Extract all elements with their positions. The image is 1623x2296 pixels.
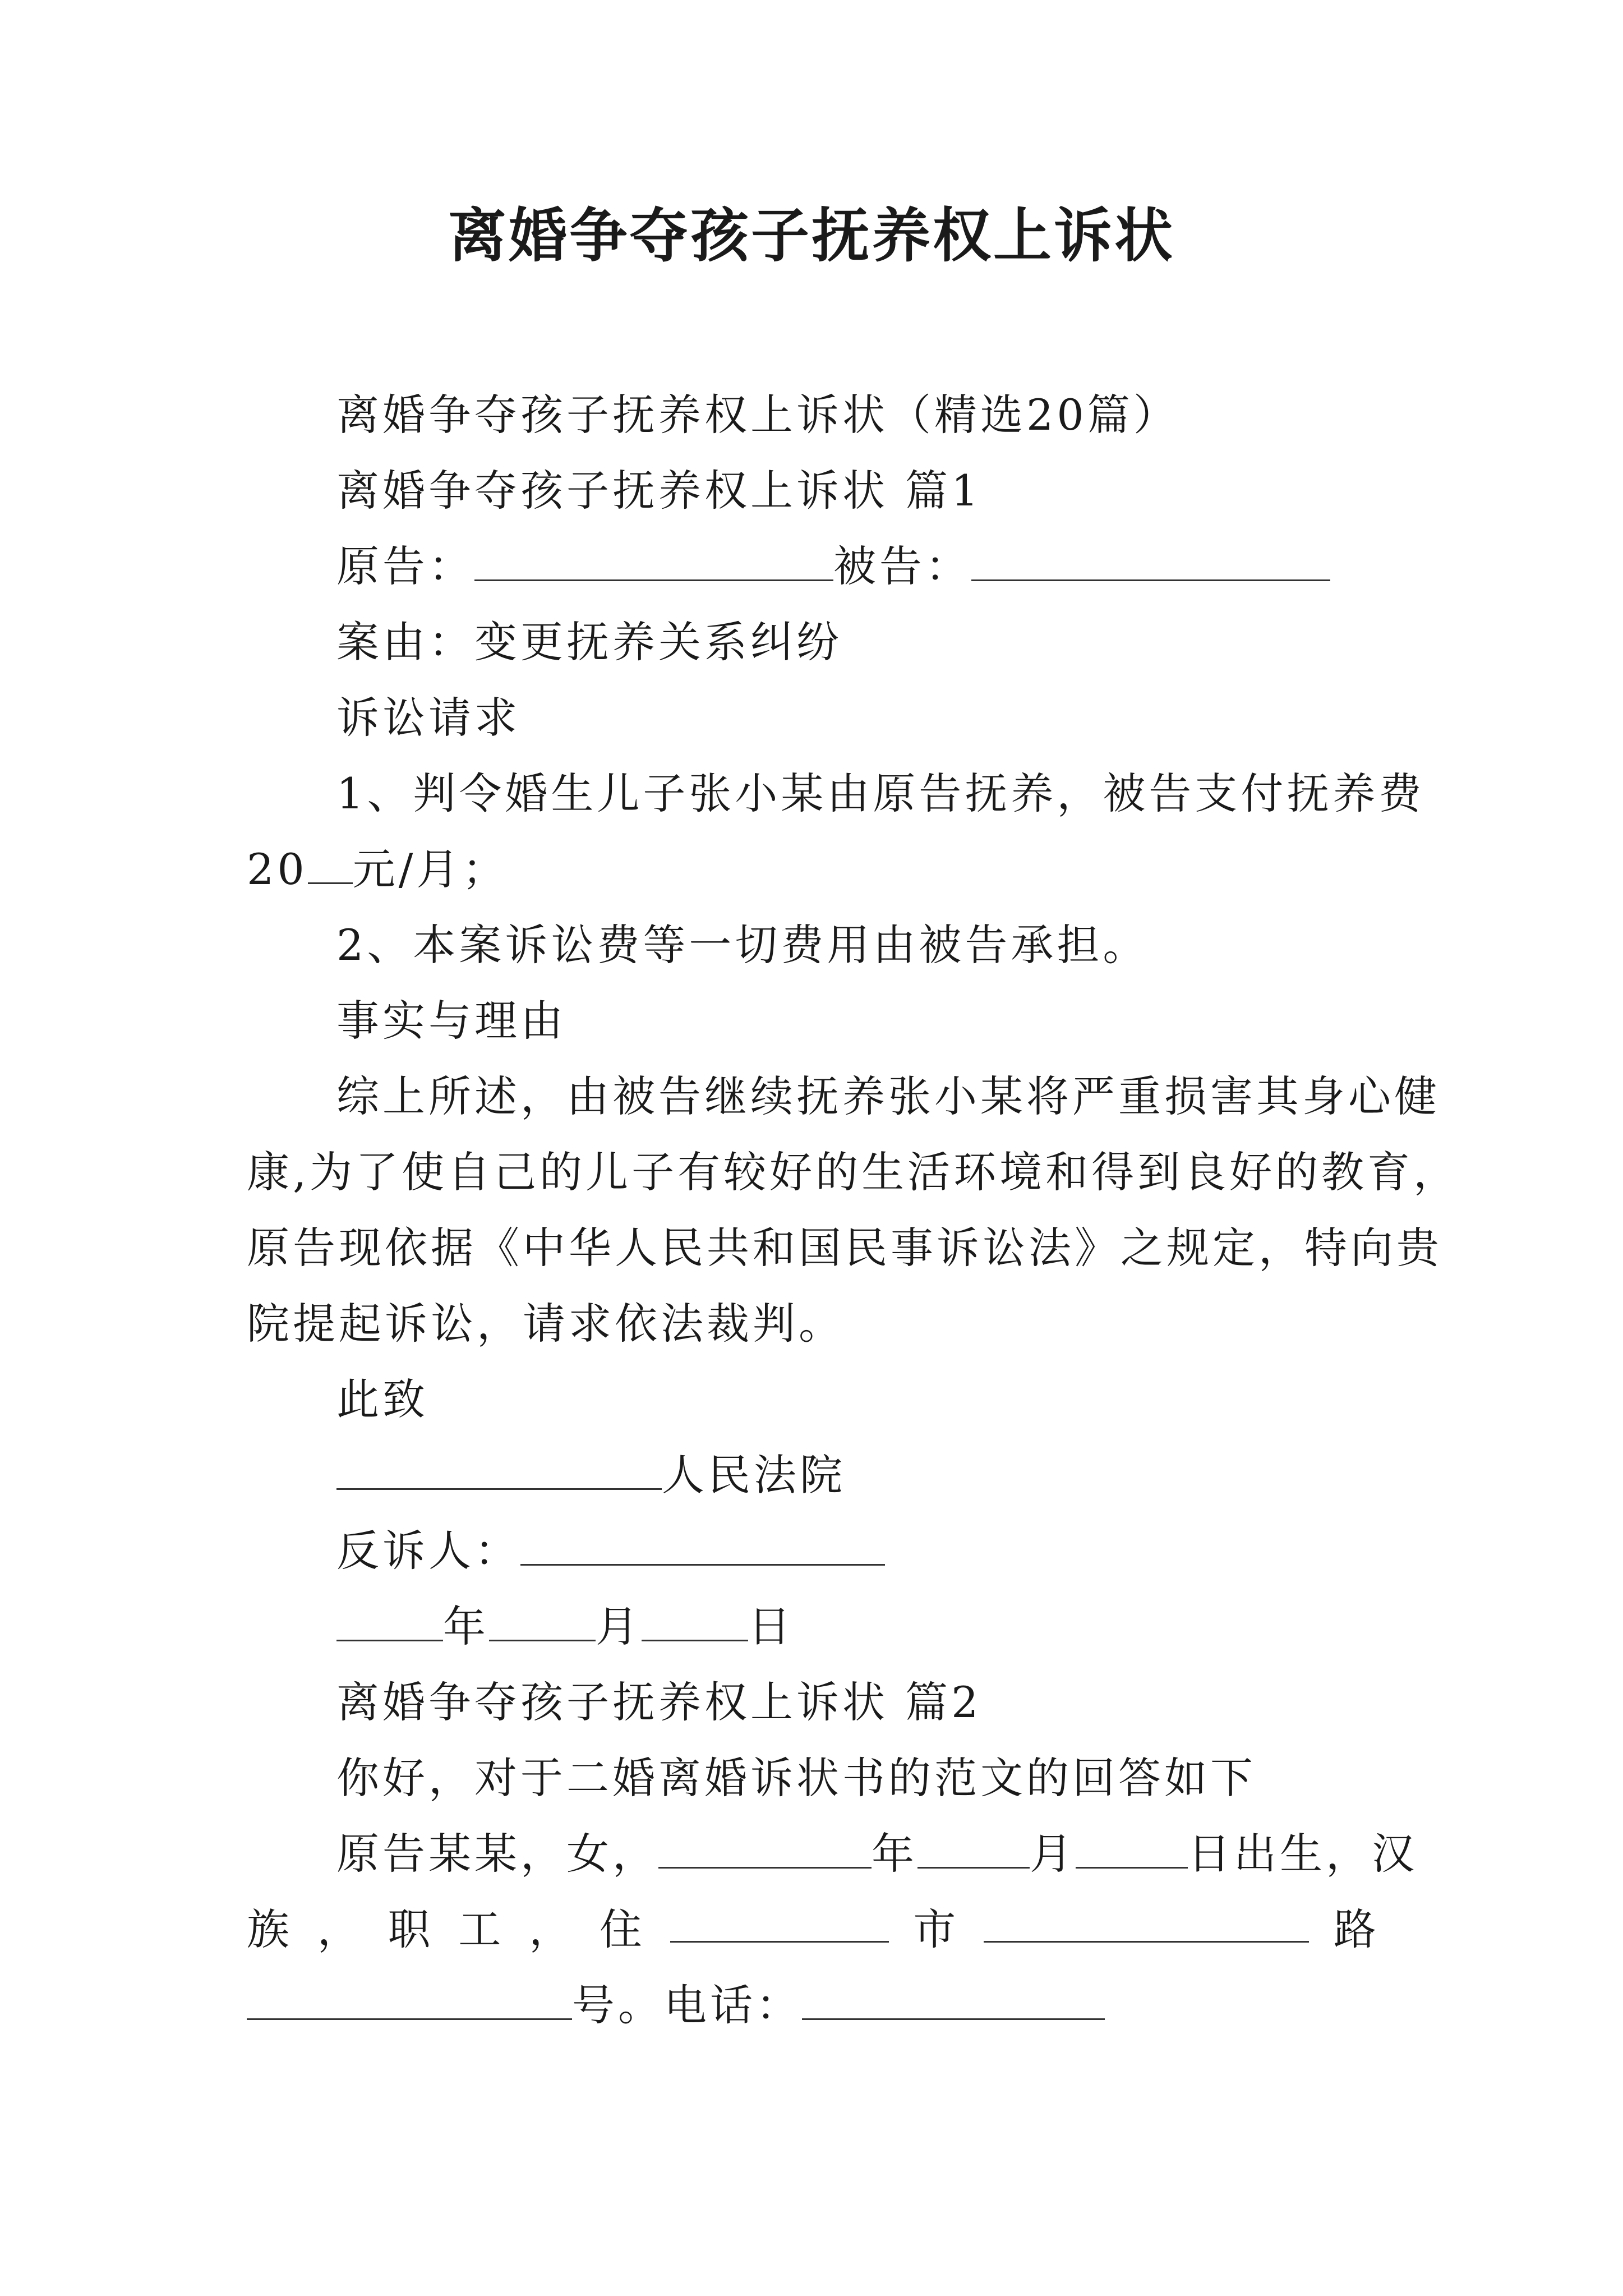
facts-line: 院提起诉讼，请求依法裁判。	[247, 1299, 845, 1349]
plaintiff-blank	[474, 540, 833, 581]
court-suffix: 人民法院	[662, 1450, 846, 1500]
text-fragment: ，	[529, 1904, 575, 1954]
amount-blank	[308, 843, 353, 884]
claims-heading: 诉讼请求	[336, 693, 520, 743]
road-label: 路	[1333, 1904, 1380, 1954]
phone-blank	[802, 1979, 1105, 2020]
claim-1-unit: 元/月；	[352, 844, 509, 894]
birth-month-blank	[917, 1828, 1030, 1869]
text-fragment: 工	[458, 1904, 505, 1954]
counter-line	[336, 1523, 885, 1579]
party-line	[336, 539, 1330, 595]
text-fragment: 族	[247, 1904, 293, 1954]
facts-heading: 事实与理由	[336, 996, 566, 1046]
plaintiff-intro: 原告某某，女，	[336, 1829, 658, 1879]
month-label: 月	[596, 1602, 642, 1651]
house-no-blank	[247, 1979, 572, 2020]
birth-year-blank	[658, 1828, 872, 1869]
piece2-line-2	[247, 1902, 1380, 1958]
plaintiff-label: 原告：	[336, 541, 474, 591]
birth-day-label: 日出生，汉	[1188, 1829, 1418, 1879]
year-label: 年	[443, 1602, 489, 1651]
birth-month-label: 月	[1030, 1829, 1076, 1879]
facts-line: 综上所述，由被告继续抚养张小某将严重损害其身心健	[336, 1071, 1440, 1121]
subtitle: 离婚争夺孩子抚养权上诉状（精选20篇）	[336, 390, 1179, 440]
piece2-intro: 你好，对于二婚离婚诉状书的范文的回答如下	[336, 1753, 1256, 1803]
defendant-blank	[971, 540, 1330, 581]
piece1-heading: 离婚争夺孩子抚养权上诉状 篇1	[336, 466, 982, 516]
birth-year-label: 年	[872, 1829, 917, 1879]
road-blank	[984, 1902, 1309, 1943]
city-blank	[670, 1902, 889, 1943]
claim-1-cont	[247, 841, 508, 898]
text-fragment: ，	[317, 1904, 363, 1954]
day-blank	[642, 1600, 748, 1641]
piece2-line-1	[336, 1826, 1418, 1882]
text-fragment: 职	[388, 1904, 434, 1954]
court-blank	[336, 1449, 662, 1490]
court-line	[336, 1447, 846, 1503]
birth-day-blank	[1076, 1828, 1188, 1869]
date-line	[336, 1599, 794, 1655]
month-blank	[489, 1600, 596, 1641]
counter-blank	[520, 1525, 885, 1566]
facts-line: 原告现依据《中华人民共和国民事诉讼法》之规定，特向贵	[247, 1223, 1442, 1273]
year-blank	[336, 1600, 443, 1641]
text-fragment: 住	[599, 1904, 645, 1954]
piece2-heading: 离婚争夺孩子抚养权上诉状 篇2	[336, 1677, 982, 1727]
phone-label: 号。电话：	[572, 1980, 802, 2030]
salutation: 此致	[336, 1374, 428, 1424]
counter-label: 反诉人：	[336, 1526, 520, 1576]
day-label: 日	[748, 1602, 794, 1651]
claim-2: 2、本案诉讼费等一切费用由被告承担。	[336, 920, 1149, 970]
city-label: 市	[913, 1904, 960, 1954]
cause-line: 案由：变更抚养关系纠纷	[336, 617, 842, 667]
document-title: 离婚争夺孩子抚养权上诉状	[448, 201, 1175, 270]
defendant-label: 被告：	[833, 541, 971, 591]
claim-1: 1、判令婚生儿子张小某由原告抚养，被告支付抚养费	[336, 769, 1425, 818]
facts-line: 康,为了使自己的儿子有较好的生活环境和得到良好的教育，	[247, 1147, 1460, 1197]
piece2-line-3	[247, 1977, 1105, 2033]
claim-1-amount: 20	[247, 844, 308, 894]
